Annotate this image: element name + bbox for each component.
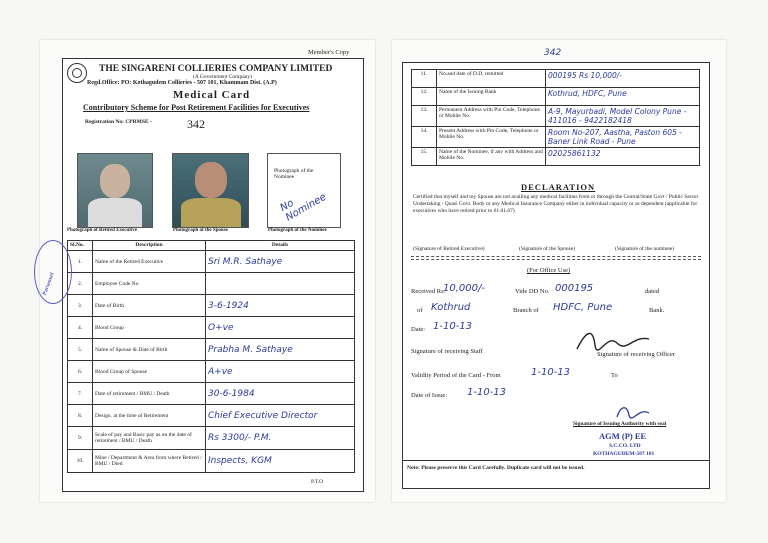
row-number: 2.: [68, 273, 93, 295]
col-description: Description: [93, 241, 206, 251]
table-row: [68, 273, 355, 295]
row-description: Name of the Issuing Bank: [437, 88, 546, 106]
row-description: Date of retirement / BMU / Death: [93, 383, 206, 405]
col-details: Details: [206, 241, 355, 251]
row-value: A+ve: [206, 361, 355, 383]
row-value: 30-6-1984: [206, 383, 355, 405]
row-number: 7.: [68, 383, 93, 405]
row-value: Kothrud, HDFC, Pune: [546, 88, 700, 106]
branch-label: Branch of: [513, 307, 539, 314]
details-table-back: [411, 69, 700, 166]
note-divider: [403, 460, 709, 461]
table-row: [68, 405, 355, 427]
top-handwritten-number: 342: [544, 48, 562, 58]
row-number: 3.: [68, 295, 93, 317]
details-table: [67, 240, 355, 473]
row-number: 6.: [68, 361, 93, 383]
row-description: Present Address with Pin Code, Telephone or Mobile No.: [437, 127, 546, 148]
date-value: 1-10-13: [433, 321, 473, 332]
row-value: 3-6-1924: [206, 295, 355, 317]
row-description: Name of Spouse & Date of Birth: [93, 339, 206, 361]
company-logo: [67, 63, 87, 83]
issuing-authority-label: Signature of Issuing Authority with seal: [573, 421, 667, 427]
vide-value: 000195: [555, 283, 594, 294]
table-row: [68, 361, 355, 383]
scheme-title: Contributory Scheme for Post Retirement Facilities for Executives: [83, 103, 310, 112]
of-label: of: [417, 307, 423, 314]
row-description: No.and date of D.D. remitted: [437, 70, 546, 88]
sig-retired: (Signature of Retired Executive): [413, 246, 485, 252]
row-number: 10.: [68, 450, 93, 473]
company-sub: (A Government Company): [193, 74, 252, 80]
reg-no-value: 342: [187, 117, 205, 131]
table-row: [68, 317, 355, 339]
retired-photo-caption: Photograph of Retired Executive: [67, 228, 138, 233]
issuing-signature: [613, 403, 653, 423]
row-description: Blood Group: [93, 317, 206, 339]
row-description: Name of the Retired Executive: [93, 251, 206, 273]
row-value: Rs 3300/- P.M.: [206, 427, 355, 450]
medical-card-back: [402, 62, 710, 489]
sig-nominee: (Signature of the nominee): [615, 246, 675, 252]
date-label: Date:: [411, 326, 426, 333]
row-value: A-9, Mayurbadi, Model Colony Pune - 411016 - 9422182418: [546, 106, 700, 127]
col-slno: Sl.No.: [68, 241, 93, 251]
row-number: 12.: [412, 88, 437, 106]
table-row: [412, 127, 700, 148]
row-number: 9.: [68, 427, 93, 450]
row-description: Date of Birth: [93, 295, 206, 317]
nominee-photo-box: [267, 153, 341, 228]
table-row: [68, 383, 355, 405]
table-row: [68, 339, 355, 361]
table-row: [412, 106, 700, 127]
row-description: Employee Code No.: [93, 273, 206, 295]
seal-title: AGM (P) EE: [599, 431, 647, 441]
branch-value: HDFC, Pune: [553, 302, 613, 313]
row-value: O+ve: [206, 317, 355, 339]
nominee-photo-caption: Photograph of the Nominee: [268, 228, 327, 233]
separator-2: [411, 259, 701, 260]
row-description: Permanent Address with Pin Code, Telephone or Mobile No.: [437, 106, 546, 127]
validity-to-label: To: [611, 372, 618, 379]
row-value: Room No-207, Aastha, Paston 605 - Baner Link Road - Pune: [546, 127, 700, 148]
retired-executive-photo: [77, 153, 153, 228]
issue-label: Date of Issue:: [411, 392, 448, 399]
row-description: Blood Group of Spouse: [93, 361, 206, 383]
row-number: 15.: [412, 148, 437, 166]
company-name: THE SINGARENI COLLIERIES COMPANY LIMITED: [99, 64, 333, 74]
row-value: Chief Executive Director: [206, 405, 355, 427]
issue-value: 1-10-13: [467, 387, 507, 398]
spouse-photo-caption: Photograph of the Spouse: [173, 228, 228, 233]
row-value: 000195 Rs 10,000/-: [546, 70, 700, 88]
side-stamp-text: Parsonnel: [41, 271, 56, 297]
nominee-photo-note: Photograph of the Nominee: [274, 168, 314, 180]
row-number: 11.: [412, 70, 437, 88]
row-value: Sri M.R. Sathaye: [206, 251, 355, 273]
row-description: Design. at the time of Retirement: [93, 405, 206, 427]
row-description: Scale of pay and Basic pay as on the date of retirement / BMU / Death: [93, 427, 206, 450]
officer-signature: [573, 325, 653, 355]
sig-officer: Signature of receiving Officer: [597, 351, 676, 358]
no-nominee-handwritten: No Nominee: [278, 191, 329, 224]
card-title: Medical Card: [173, 89, 251, 101]
table-row: [412, 70, 700, 88]
reg-no-label: Registration No: CPRMSE -: [85, 119, 152, 125]
row-value: Prabha M. Sathaye: [206, 339, 355, 361]
sig-staff: Signature of receiving Staff: [411, 348, 483, 355]
sig-spouse: (Signature of the Spouse): [519, 246, 576, 252]
medical-card-front: [62, 58, 364, 492]
row-number: 1.: [68, 251, 93, 273]
side-stamp: [34, 240, 72, 304]
table-row: [68, 450, 355, 473]
spouse-photo: [172, 153, 249, 228]
table-row: [68, 295, 355, 317]
validity-from: 1-10-13: [531, 367, 571, 378]
received-label: Received Rs.: [411, 288, 446, 295]
row-value: [206, 273, 355, 295]
row-number: 13.: [412, 106, 437, 127]
row-number: 5.: [68, 339, 93, 361]
table-row: [68, 427, 355, 450]
received-value: 10,000/-: [443, 283, 485, 294]
table-row: [412, 88, 700, 106]
vide-label: Vide DD No.: [515, 288, 550, 295]
note-text: Note: Please preserve this Card Carefully. Duplicate card will not be issued.: [407, 465, 585, 471]
pto-label: P.T.O: [311, 479, 324, 485]
declaration-title: DECLARATION: [521, 182, 596, 192]
bank-label: Bank.: [649, 307, 665, 314]
row-value: Inspects, KGM: [206, 450, 355, 473]
right-page: [392, 40, 726, 502]
table-row: [68, 251, 355, 273]
row-description: Name of the Nominee, if any with Address and Mobile No.: [437, 148, 546, 166]
row-number: 8.: [68, 405, 93, 427]
copy-label: Member's Copy: [308, 49, 350, 56]
row-description: Mine / Department & Area from where Retired / BMU / Died: [93, 450, 206, 473]
office-use-title: (For Office Use): [527, 267, 571, 274]
row-value: 02025861132: [546, 148, 700, 166]
regd-office: Regd.Office: PO: Kothagudem Collieries - 507 101, Khammam Dist. (A.P): [87, 80, 277, 86]
row-number: 4.: [68, 317, 93, 339]
separator: [411, 256, 701, 257]
left-page: [40, 40, 375, 502]
seal-org: S.C.CO. LTD: [609, 443, 641, 449]
dated-label: dated: [645, 288, 660, 295]
of-value: Kothrud: [431, 302, 471, 313]
row-number: 14.: [412, 127, 437, 148]
validity-label: Validity Period of the Card - From: [411, 372, 501, 379]
table-row: [412, 148, 700, 166]
declaration-text: Certified that myself and my Spouse are not availing any medical facilities from or through the Central/State Govt / Public Sector Undertaking / Quasi Govt. Body or any Medical Insurance Company either in individual capacity or as dependent (applicable for executives who have retired prior to 01.01.07): [413, 194, 699, 214]
seal-place: KOTHAGUDEM-507 101: [593, 451, 655, 457]
